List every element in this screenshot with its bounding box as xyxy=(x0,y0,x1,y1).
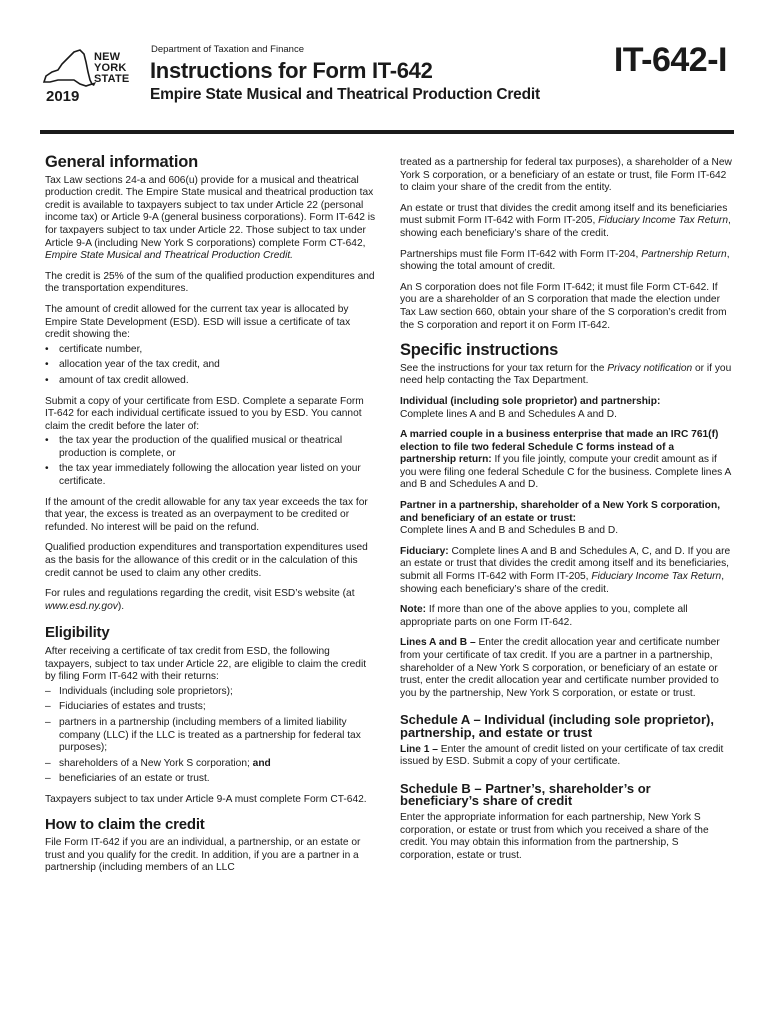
eligible-taxpayers-list xyxy=(45,686,377,786)
list-item: – shareholders of a New York S corporation; and xyxy=(45,757,271,769)
general-paragraph-6: Qualified production expenditures and transportation expenditures used as the basis for the allowance of this credit or in the calculation of this credit cannot be used to claim any other credits. xyxy=(45,542,368,579)
eligibility-paragraph: After receiving a certificate of tax credit from ESD, the following taxpayers, subject to tax under Article 22, are eligible to claim the credit by filing Form IT-642 with their returns: xyxy=(45,646,367,683)
specific-instructions-heading: Specific instructions xyxy=(400,341,559,360)
tax-year: 2019 xyxy=(46,88,80,105)
note-paragraph: Note: If more than one of the above applies to you, complete all appropriate parts on one Form IT-642. xyxy=(400,604,688,628)
list-item: • allocation year of the tax credit, and xyxy=(45,359,220,371)
estate-trust-paragraph: An estate or trust that divides the credit among itself and its beneficiaries must submit Form IT-642 with Form IT-205, Fiduciary Income Tax Return, showing each beneficiary’s share of the credit. xyxy=(400,202,731,239)
list-item: • certificate number, xyxy=(45,343,143,355)
certificate-details-list xyxy=(45,344,377,388)
list-item: • the tax year the production of the qualified musical or theatrical production is complete, or xyxy=(45,435,343,459)
list-item: – Individuals (including sole proprietors); xyxy=(45,685,233,697)
list-item: – Fiduciaries of estates and trusts; xyxy=(45,701,206,713)
page-subtitle: Empire State Musical and Theatrical Production Credit xyxy=(150,86,540,103)
general-paragraph-2: The credit is 25% of the sum of the qualified production expenditures and the transportation expenditures. xyxy=(45,270,375,295)
partner-paragraph: Partner in a partnership, shareholder of a New York S corporation, and beneficiary of an estate or trust: Complete lines A and B and Schedules B and D. xyxy=(400,500,721,537)
partnerships-paragraph: Partnerships must file Form IT-642 with Form IT-204, Partnership Return, showing the total amount of credit. xyxy=(400,248,730,273)
general-paragraph-4: Submit a copy of your certificate from ESD. Complete a separate Form IT-642 for each individual certificate issued to you by ESD. You cannot claim the credit before the later of: xyxy=(45,395,364,432)
page-title: Instructions for Form IT-642 xyxy=(150,58,433,83)
privacy-paragraph: See the instructions for your tax return for the Privacy notification or if you need help contacting the Tax Department. xyxy=(400,362,732,387)
schedule-b-heading: Schedule B – Partner’s, shareholder’s or beneficiary’s share of credit xyxy=(400,780,651,809)
article-9a-paragraph: Taxpayers subject to tax under Article 9-A must complete Form CT-642. xyxy=(45,793,367,805)
general-paragraph-5: If the amount of the credit allowable for any tax year exceeds the tax for that year, the excess is treated as an overpayment to be credited or refunded. No interest will be paid on the refund. xyxy=(45,496,368,533)
state-wordmark: NEW YORK STATE xyxy=(94,51,130,85)
list-item: • the tax year immediately following the allocation year listed on your certificate. xyxy=(45,463,361,488)
lines-a-b-paragraph: Lines A and B – Enter the credit allocation year and certificate number from your certificate of tax credit. If you are a partner in a partnership, shareholder of a New York S corporation, or beneficiary of an estate or trust, enter the credit allocation year and certificate number provided to you by the partnership, New York S corporation, or estate or trust. xyxy=(400,637,720,699)
eligibility-heading: Eligibility xyxy=(45,624,110,642)
claim-timing-list xyxy=(45,435,377,488)
individual-paragraph: Individual (including sole proprietor) and partnership: Complete lines A and B and Schedules A and D. xyxy=(400,395,661,420)
entity-paragraph: treated as a partnership for federal tax purposes), a shareholder of a New York S corporation, or a beneficiary of an estate or trust, file Form IT-642 to claim your share of the credit from the entity. xyxy=(400,157,732,194)
general-paragraph-1: Tax Law sections 24-a and 606(u) provide for a musical and theatrical production credit. The Empire State musical and theatrical production tax credit is available to taxpayers subject to tax under Article 22 (personal income tax) or Article 9-A (general business corporations). Form IT-642 is for taxpayers subject to tax under Article 22. Those subject to tax under Article 9-A (including New York S corporations) complete Form CT-642, Empire State Musical and Theatrical Production Credit. xyxy=(45,174,376,262)
how-to-claim-paragraph: File Form IT-642 if you are an individual, a partnership, or an estate or trust and you qualify for the credit. In addition, if you are a partner in a partnership (including members of an LLC xyxy=(45,837,361,874)
schedule-a-line-1: Line 1 – Enter the amount of credit listed on your certificate of tax credit issued by ESD. Submit a copy of your certificate. xyxy=(400,743,724,768)
married-couple-paragraph: A married couple in a business enterprise that made an IRC 761(f) election to file two federal Schedule C forms instead of a partnership return: If you file jointly, compute your credit amount as if you were filing one federal Schedule C for the business. Complete lines A and B and Schedules A and D. xyxy=(400,429,731,491)
form-number: IT-642-I xyxy=(613,41,727,79)
general-paragraph-3: The amount of credit allowed for the current tax year is allocated by Empire State Development (ESD). ESD will issue a certificate of tax credit showing the: xyxy=(45,303,351,341)
schedule-a-heading: Schedule A – Individual (including sole proprietor), partnership, and estate or trust xyxy=(400,712,714,740)
list-item: • amount of tax credit allowed. xyxy=(45,374,189,386)
nys-map-icon xyxy=(36,46,96,90)
schedule-b-paragraph: Enter the appropriate information for each partnership, New York S corporation, or estate or trust from which you received a share of the credit. You may obtain this information from the partnership, S corporation, estate or trust. xyxy=(400,811,709,861)
s-corporation-paragraph: An S corporation does not file Form IT-642; it must file Form CT-642. If you are a shareholder of an S corporation that made the election under Tax Law section 660, obtain your share of the S corporation’s credit from the S corporation and report it on Form IT-642. xyxy=(400,281,727,331)
list-item: – partners in a partnership (including members of a limited liability company (LLC) if the LLC is treated as a partnership for federal tax purposes); xyxy=(45,716,361,754)
list-item: – beneficiaries of an estate or trust. xyxy=(45,773,210,785)
how-to-claim-heading: How to claim the credit xyxy=(45,815,205,833)
left-column xyxy=(45,150,377,883)
header-divider xyxy=(40,130,734,134)
general-information-heading: General information xyxy=(45,153,198,171)
fiduciary-paragraph: Fiduciary: Complete lines A and B and Schedules A, C, and D. If you are an estate or trust that divides the credit among itself and its beneficiaries, submit all Forms IT-642 with Form IT-205, Fiduciary Income Tax Return, showing each beneficiary’s share of the credit. xyxy=(400,545,731,595)
nys-logo xyxy=(36,46,136,106)
department-name: Department of Taxation and Finance xyxy=(151,44,304,55)
right-column xyxy=(400,157,732,870)
general-paragraph-7: For rules and regulations regarding the credit, visit ESD’s website (at www.esd.ny.gov). xyxy=(45,588,355,612)
